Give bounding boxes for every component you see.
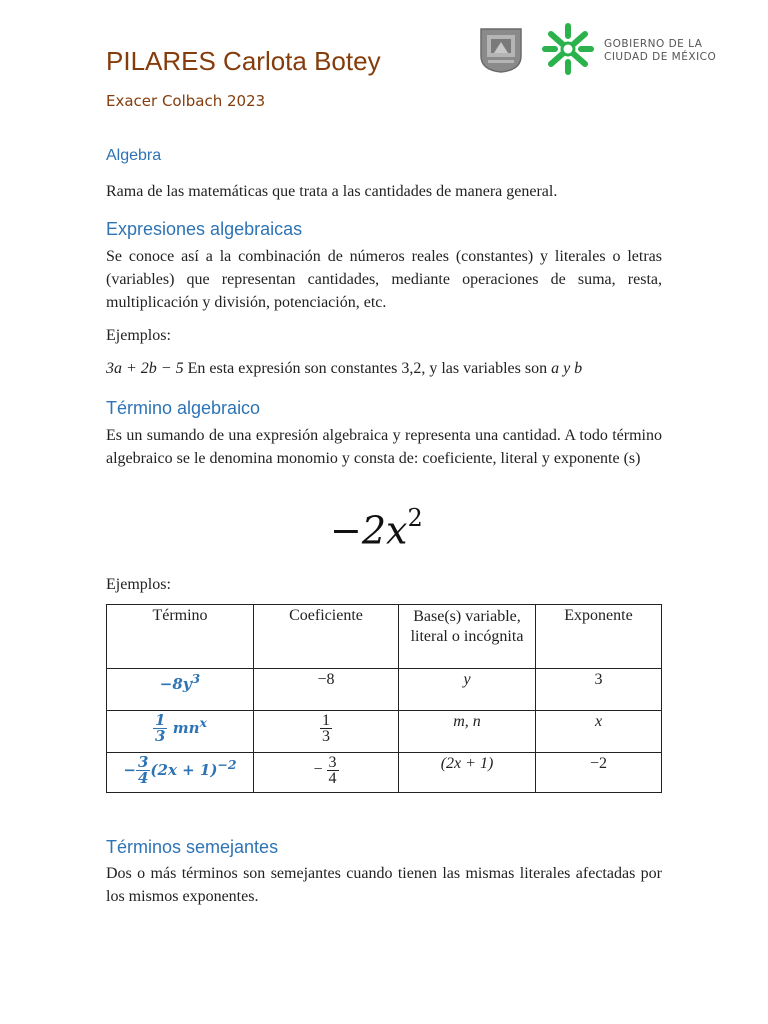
formula-exponent: 2	[407, 504, 423, 532]
cdmx-logo-icon	[541, 22, 595, 76]
ejemplos-label-2: Ejemplos:	[106, 576, 171, 593]
term-exponent: x	[199, 714, 207, 730]
fraction-denominator: 3	[322, 728, 330, 745]
fraction-denominator: 4	[137, 769, 149, 787]
coef-fraction	[320, 713, 332, 744]
base-cell: y	[399, 669, 536, 711]
fraction-numerator: 1	[155, 711, 166, 729]
term-fraction	[136, 755, 150, 786]
coef-cell	[254, 711, 399, 753]
table-row	[107, 753, 662, 793]
term-text: −8y	[159, 675, 192, 693]
fraction-numerator: 3	[328, 754, 337, 771]
header-exponente: Exponente	[536, 605, 662, 669]
term-cell	[107, 669, 254, 711]
header-coeficiente: Coeficiente	[254, 605, 399, 669]
ejemplos-label-1: Ejemplos:	[106, 327, 171, 344]
term-exponent: 3	[191, 671, 201, 686]
table-row	[107, 669, 662, 711]
algebra-definition: Rama de las matemáticas que trata a las cantidades de manera general.	[106, 183, 558, 200]
coef-cell: −8	[254, 669, 399, 711]
coef-fraction	[327, 755, 339, 786]
term-exponent: −2	[217, 756, 237, 772]
gov-line-1: GOBIERNO DE LA	[604, 38, 703, 50]
monomial-formula	[330, 504, 423, 553]
government-label	[604, 38, 716, 64]
terms-table	[106, 604, 662, 793]
fraction-numerator: 3	[137, 753, 149, 771]
page-subtitle: Exacer Colbach 2023	[106, 92, 266, 110]
example-text-2: constantes 3,2, y las variables son	[330, 360, 548, 377]
term-sign: −	[123, 760, 136, 779]
example-expression: 3a + 2b − 5	[106, 360, 184, 377]
exp-cell: −2	[536, 753, 662, 793]
fraction-numerator: 1	[322, 712, 330, 729]
heading-semejantes: Términos semejantes	[106, 837, 279, 857]
heading-termino: Término algebraico	[106, 398, 261, 418]
example-text-1: En esta expresión son	[187, 360, 327, 377]
coef-sign: −	[313, 761, 323, 779]
shield-logo-icon	[478, 26, 524, 74]
exp-cell: 3	[536, 669, 662, 711]
term-text: (2x + 1)	[150, 760, 218, 779]
table-header-row	[107, 605, 662, 669]
header-base: Base(s) variable, literal o incógnita	[399, 605, 536, 669]
base-cell: m, n	[399, 711, 536, 753]
example-variables: a y b	[551, 360, 583, 377]
expression-example	[106, 357, 662, 380]
formula-base: −2x	[330, 508, 408, 553]
coef-cell	[254, 753, 399, 793]
gov-line-2: CIUDAD DE MÉXICO	[604, 51, 717, 63]
base-cell: (2x + 1)	[399, 753, 536, 793]
semejantes-definition: Dos o más términos son semejantes cuando tienen las mismas literales afectadas por los mismos exponentes.	[106, 865, 662, 905]
table-row	[107, 711, 662, 753]
term-text: mn	[172, 718, 200, 737]
term-fraction	[153, 713, 167, 744]
heading-expresiones: Expresiones algebraicas	[106, 219, 303, 239]
termino-definition: Es un sumando de una expresión algebraica y representa una cantidad. A todo término algebraico se le denomina monomio y consta de: coeficiente, literal y exponente (s)	[106, 427, 662, 467]
page-title: PILARES Carlota Botey	[106, 46, 381, 76]
exp-cell: x	[536, 711, 662, 753]
term-cell	[107, 753, 254, 793]
fraction-denominator: 4	[328, 770, 337, 787]
header-termino: Término	[107, 605, 254, 669]
heading-algebra: Algebra	[106, 147, 162, 164]
term-cell	[107, 711, 254, 753]
expresiones-definition: Se conoce así a la combinación de números reales (constantes) y literales o letras (variables) que representan cantidades, mediante operaciones de suma, resta, multiplicación y división, potenciación, etc.	[106, 248, 662, 311]
fraction-denominator: 3	[155, 727, 166, 745]
